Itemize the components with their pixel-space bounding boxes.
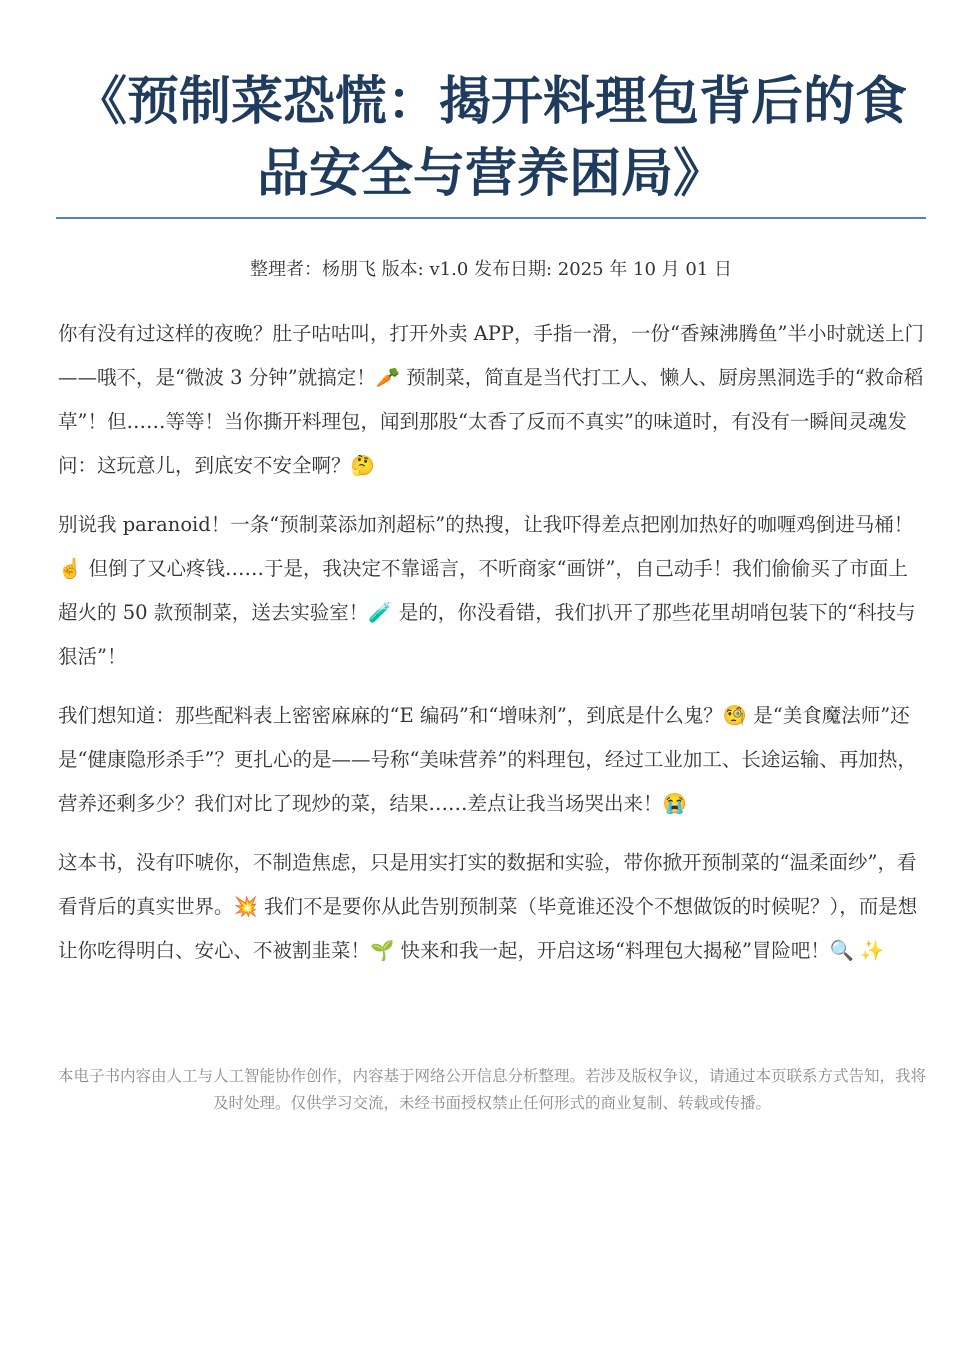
version-label: 版本: v1.0 bbox=[381, 259, 469, 280]
paragraph-3: 我们想知道：那些配料表上密密麻麻的“E 编码”和“增味剂”，到底是什么鬼？🧐 是“美食魔法师”还是“健康隐形杀手”？更扎心的是——号称“美味营养”的料理包，经过工业加工、长途运输、再加热，营养还剩多少？我们对比了现炒的菜，结果……差点让我当场哭出来！😭 bbox=[58, 704, 917, 815]
paragraph-2: 别说我 paranoid！一条“预制菜添加剂超标”的热搜，让我吓得差点把刚加热好的咖喱鸡倒进马桶！☝ 但倒了又心疼钱……于是，我决定不靠谣言，不听商家“画饼”，自己动手！我们偷偷买了市面上超火的 50 款预制菜，送去实验室！🧪 是的，你没看错，我们扒开了那些花里胡哨包装下的“科技与狠活”！ bbox=[58, 513, 916, 668]
paragraph-4: 这本书，没有吓唬你，不制造焦虑，只是用实打实的数据和实验，带你掀开预制菜的“温柔面纱”，看看背后的真实世界。💥 我们不是要你从此告别预制菜（毕竟谁还没个不想做饭的时候呢？），而是想让你吃得明白、安心、不被割韭菜！🌱 快来和我一起，开启这场“料理包大揭秘”冒险吧！🔍 ✨ bbox=[58, 851, 918, 962]
organizer-label: 整理者：杨朋飞 bbox=[249, 259, 376, 280]
intro-body bbox=[58, 312, 926, 988]
page-title: 《预制菜恐慌：揭开料理包背后的食品安全与营养困局》 bbox=[74, 72, 907, 204]
publish-date-label: 发布日期: 2025 年 10 月 01 日 bbox=[474, 259, 733, 280]
paragraph-1: 你有没有过这样的夜晚？肚子咕咕叫，打开外卖 APP，手指一滑，一份“香辣沸腾鱼”半小时就送上门——哦不，是“微波 3 分钟”就搞定！🥕 预制菜，简直是当代打工人、懒人、厨房黑洞选手的“救命稻草”！但……等等！当你撕开料理包，闻到那股“太香了反而不真实”的味道时，有没有一瞬间灵魂发问：这玩意儿，到底安不安全啊？🤔 bbox=[58, 322, 924, 477]
document-meta bbox=[56, 256, 926, 284]
title-divider bbox=[56, 217, 926, 219]
copyright-notice: 本电子书内容由人工与人工智能协作创作，内容基于网络公开信息分析整理。若涉及版权争议，请通过本页联系方式告知，我将及时处理。仅供学习交流，未经书面授权禁止任何形式的商业复制、转载或传播。 bbox=[58, 1067, 927, 1112]
